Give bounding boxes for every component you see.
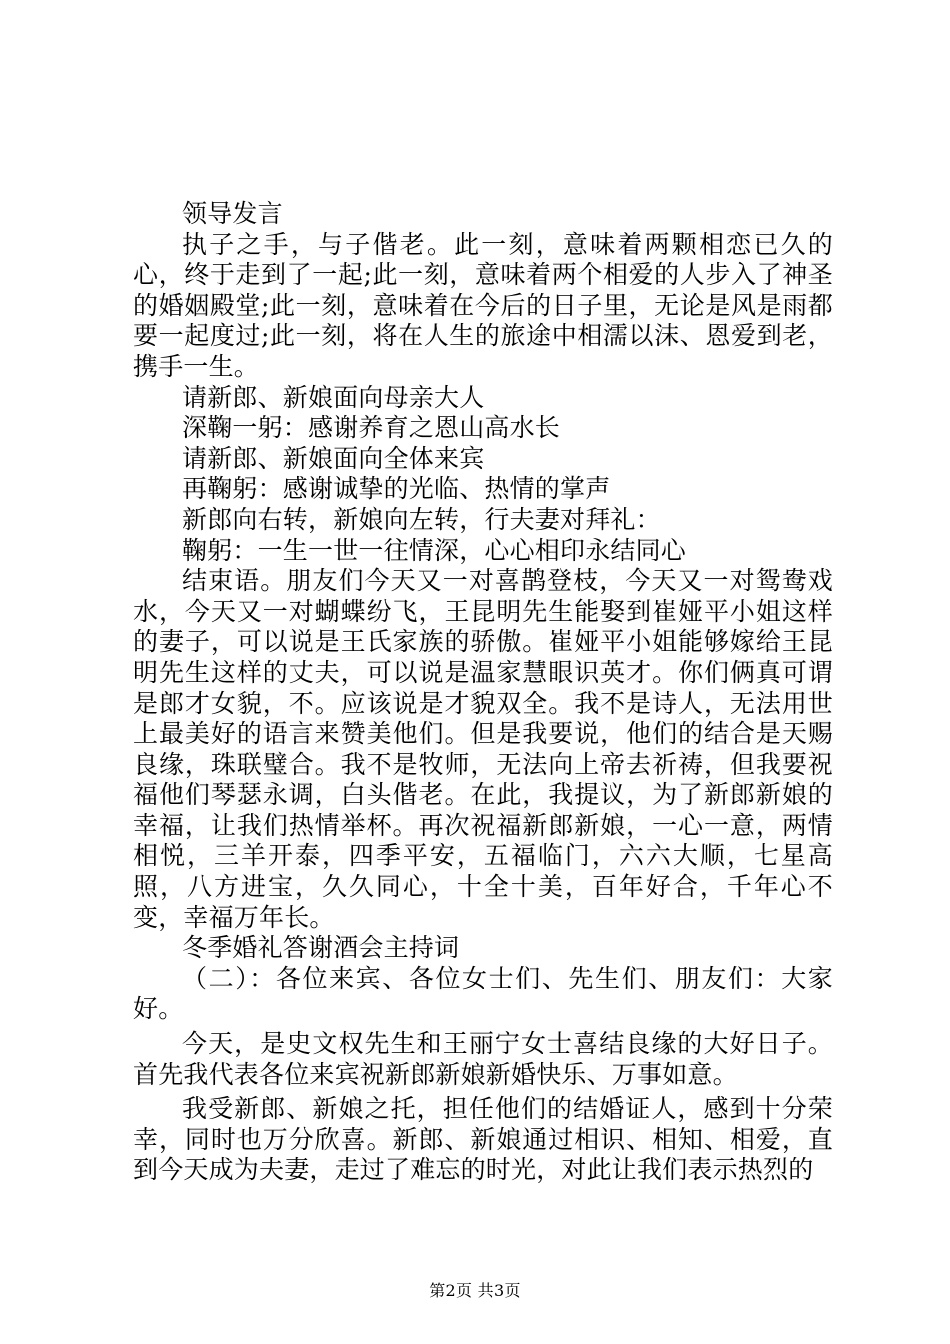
paragraph-today: 今天，是史文权先生和王丽宁女士喜结良缘的大好日子。首先我代表各位来宾祝新郎新娘新婚快乐、万事如意。 [133,1029,833,1089]
paragraph-first-bow: 深鞠一躬：感谢养育之恩山高水长 [182,413,561,443]
paragraph-greeting: （二）：各位来宾、各位女士们、先生们、朋友们：大家好。 [133,963,833,1024]
section-heading-leader-speech: 领导发言 [182,199,283,228]
paragraph-witness: 我受新郎、新娘之托，担任他们的结婚证人，感到十分荣幸，同时也万分欣喜。新郎、新娘通过相识、相知、相爱，直到今天成为夫妻，走过了难忘的时光，对此让我们表示热烈的 [133,1094,833,1185]
paragraph-face-mother: 请新郎、新娘面向母亲大人 [182,382,485,412]
paragraph-closing-remarks: 结束语。朋友们今天又一对喜鹊登枝，今天又一对鸳鸯戏水，今天又一对蝴蝶纷飞，王昆明先生能娶到崔娅平小姐这样的妻子，可以说是王氏家族的骄傲。崔娅平小姐能够嫁给王昆明先生这样的丈夫，可以说是温家慧眼识英才。你们俩真可谓是郎才女貌，不。应该说是才貌双全。我不是诗人，无法用世上最美好的语言来赞美他们。但是我要说，他们的结合是天赐良缘，珠联璧合。我不是牧师，无法向上帝去祈祷，但我要祝福他们琴瑟永调，白头偕老。在此，我提议，为了新郎新娘的幸福，让我们热情举杯。再次祝福新郎新娘，一心一意，两情相悦，三羊开泰，四季平安，五福临门，六六大顺，七星高照，八方进宝，久久同心，十全十美，百年好合，千年心不变，幸福万年长。 [133,566,833,932]
paragraph-turn-to-each-other: 新郎向右转，新娘向左转，行夫妻对拜礼： [182,504,661,534]
page-number-footer: 第2页 共3页 [429,1281,521,1300]
document-body [133,199,833,1186]
paragraph-second-bow: 再鞠躬：感谢诚挚的光临、热情的掌声 [182,474,611,504]
paragraph-final-bow: 鞠躬：一生一世一往情深，心心相印永结同心 [182,535,687,565]
paragraph-vows: 执子之手，与子偕老。此一刻，意味着两颗相恋已久的心，终于走到了一起;此一刻，意味着两个相爱的人步入了神圣的婚姻殿堂;此一刻，意味着在今后的日子里，无论是风是雨都要一起度过;此一刻，将在人生的旅途中相濡以沫、恩爱到老，携手一生。 [133,229,833,381]
paragraph-face-guests: 请新郎、新娘面向全体来宾 [182,443,485,473]
section-heading-winter-wedding: 冬季婚礼答谢酒会主持词 [182,933,460,963]
